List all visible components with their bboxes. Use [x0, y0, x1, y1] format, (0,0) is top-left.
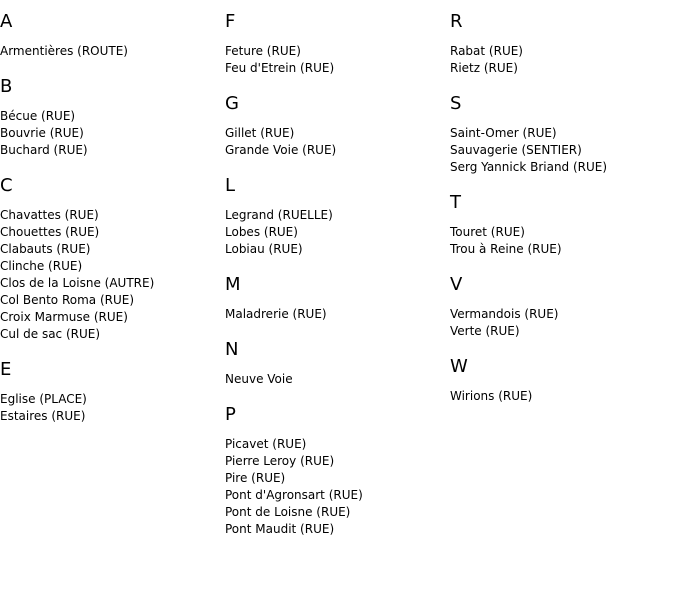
- street-link[interactable]: Pire (RUE): [225, 471, 286, 485]
- street-link[interactable]: Chavattes (RUE): [0, 208, 99, 222]
- street-list: [450, 125, 670, 176]
- letter-heading: E: [0, 359, 12, 380]
- letter-group: [225, 405, 445, 538]
- street-link[interactable]: Trou à Reine (RUE): [450, 242, 562, 256]
- street-link[interactable]: Rietz (RUE): [450, 61, 518, 75]
- letter-heading: S: [450, 93, 462, 114]
- street-link[interactable]: Picavet (RUE): [225, 437, 307, 451]
- street-list: [450, 306, 670, 340]
- street-list: [225, 436, 445, 538]
- street-link[interactable]: Buchard (RUE): [0, 143, 88, 157]
- street-link[interactable]: Grande Voie (RUE): [225, 143, 337, 157]
- letter-heading: A: [0, 11, 13, 32]
- street-list: [225, 371, 445, 388]
- street-link[interactable]: Verte (RUE): [450, 324, 520, 338]
- letter-group: [450, 275, 670, 340]
- street-link[interactable]: Armentières (ROUTE): [0, 44, 128, 58]
- street-list: [450, 388, 670, 405]
- letter-heading: V: [450, 274, 463, 295]
- street-link[interactable]: Lobes (RUE): [225, 225, 298, 239]
- street-link[interactable]: Wirions (RUE): [450, 389, 533, 403]
- street-list: [0, 391, 220, 425]
- street-link[interactable]: Touret (RUE): [450, 225, 525, 239]
- street-list: [0, 207, 220, 343]
- letter-heading: L: [225, 175, 236, 196]
- street-column-1: [0, 12, 220, 442]
- street-link[interactable]: Serg Yannick Briand (RUE): [450, 160, 608, 174]
- letter-heading: R: [450, 11, 463, 32]
- letter-group: [0, 12, 220, 60]
- letter-group: [450, 12, 670, 77]
- street-link[interactable]: Eglise (PLACE): [0, 392, 87, 406]
- street-link[interactable]: Estaires (RUE): [0, 409, 86, 423]
- letter-group: [0, 360, 220, 425]
- letter-heading: C: [0, 175, 13, 196]
- street-link[interactable]: Pont Maudit (RUE): [225, 522, 335, 536]
- street-link[interactable]: Bécue (RUE): [0, 109, 76, 123]
- street-list: [450, 43, 670, 77]
- street-link[interactable]: Pont de Loisne (RUE): [225, 505, 351, 519]
- letter-heading: B: [0, 76, 13, 97]
- letter-heading: T: [450, 192, 461, 213]
- letter-heading: N: [225, 339, 239, 360]
- street-link[interactable]: Feture (RUE): [225, 44, 301, 58]
- street-link[interactable]: Sauvagerie (SENTIER): [450, 143, 582, 157]
- street-link[interactable]: Saint-Omer (RUE): [450, 126, 557, 140]
- street-column-3: [450, 12, 670, 422]
- street-list: [225, 207, 445, 258]
- letter-group: [0, 176, 220, 343]
- letter-group: [450, 193, 670, 258]
- street-list: [0, 108, 220, 159]
- street-link[interactable]: Feu d'Etrein (RUE): [225, 61, 335, 75]
- letter-group: [225, 176, 445, 258]
- letter-group: [450, 94, 670, 176]
- street-link[interactable]: Clabauts (RUE): [0, 242, 91, 256]
- street-link[interactable]: Pierre Leroy (RUE): [225, 454, 335, 468]
- street-link[interactable]: Maladrerie (RUE): [225, 307, 327, 321]
- street-link[interactable]: Croix Marmuse (RUE): [0, 310, 128, 324]
- street-list: [225, 43, 445, 77]
- letter-group: [225, 340, 445, 388]
- letter-group: [225, 275, 445, 323]
- letter-group: [0, 77, 220, 159]
- letter-group: [450, 357, 670, 405]
- street-link[interactable]: Col Bento Roma (RUE): [0, 293, 135, 307]
- street-link[interactable]: Chouettes (RUE): [0, 225, 100, 239]
- letter-group: [225, 94, 445, 159]
- street-list: [0, 43, 220, 60]
- letter-heading: W: [450, 356, 468, 377]
- street-link[interactable]: Gillet (RUE): [225, 126, 295, 140]
- street-link[interactable]: Cul de sac (RUE): [0, 327, 101, 341]
- street-link[interactable]: Legrand (RUELLE): [225, 208, 333, 222]
- street-list: [225, 125, 445, 159]
- letter-heading: M: [225, 274, 241, 295]
- letter-group: [225, 12, 445, 77]
- street-link[interactable]: Clos de la Loisne (AUTRE): [0, 276, 155, 290]
- letter-heading: G: [225, 93, 239, 114]
- street-link[interactable]: Bouvrie (RUE): [0, 126, 84, 140]
- street-column-2: [225, 12, 445, 555]
- street-link[interactable]: Lobiau (RUE): [225, 242, 303, 256]
- street-link[interactable]: Neuve Voie: [225, 372, 293, 386]
- street-link[interactable]: Rabat (RUE): [450, 44, 523, 58]
- letter-heading: F: [225, 11, 236, 32]
- street-list: [225, 306, 445, 323]
- street-link[interactable]: Clinche (RUE): [0, 259, 83, 273]
- street-link[interactable]: Pont d'Agronsart (RUE): [225, 488, 363, 502]
- letter-heading: P: [225, 404, 236, 425]
- street-list: [450, 224, 670, 258]
- street-link[interactable]: Vermandois (RUE): [450, 307, 559, 321]
